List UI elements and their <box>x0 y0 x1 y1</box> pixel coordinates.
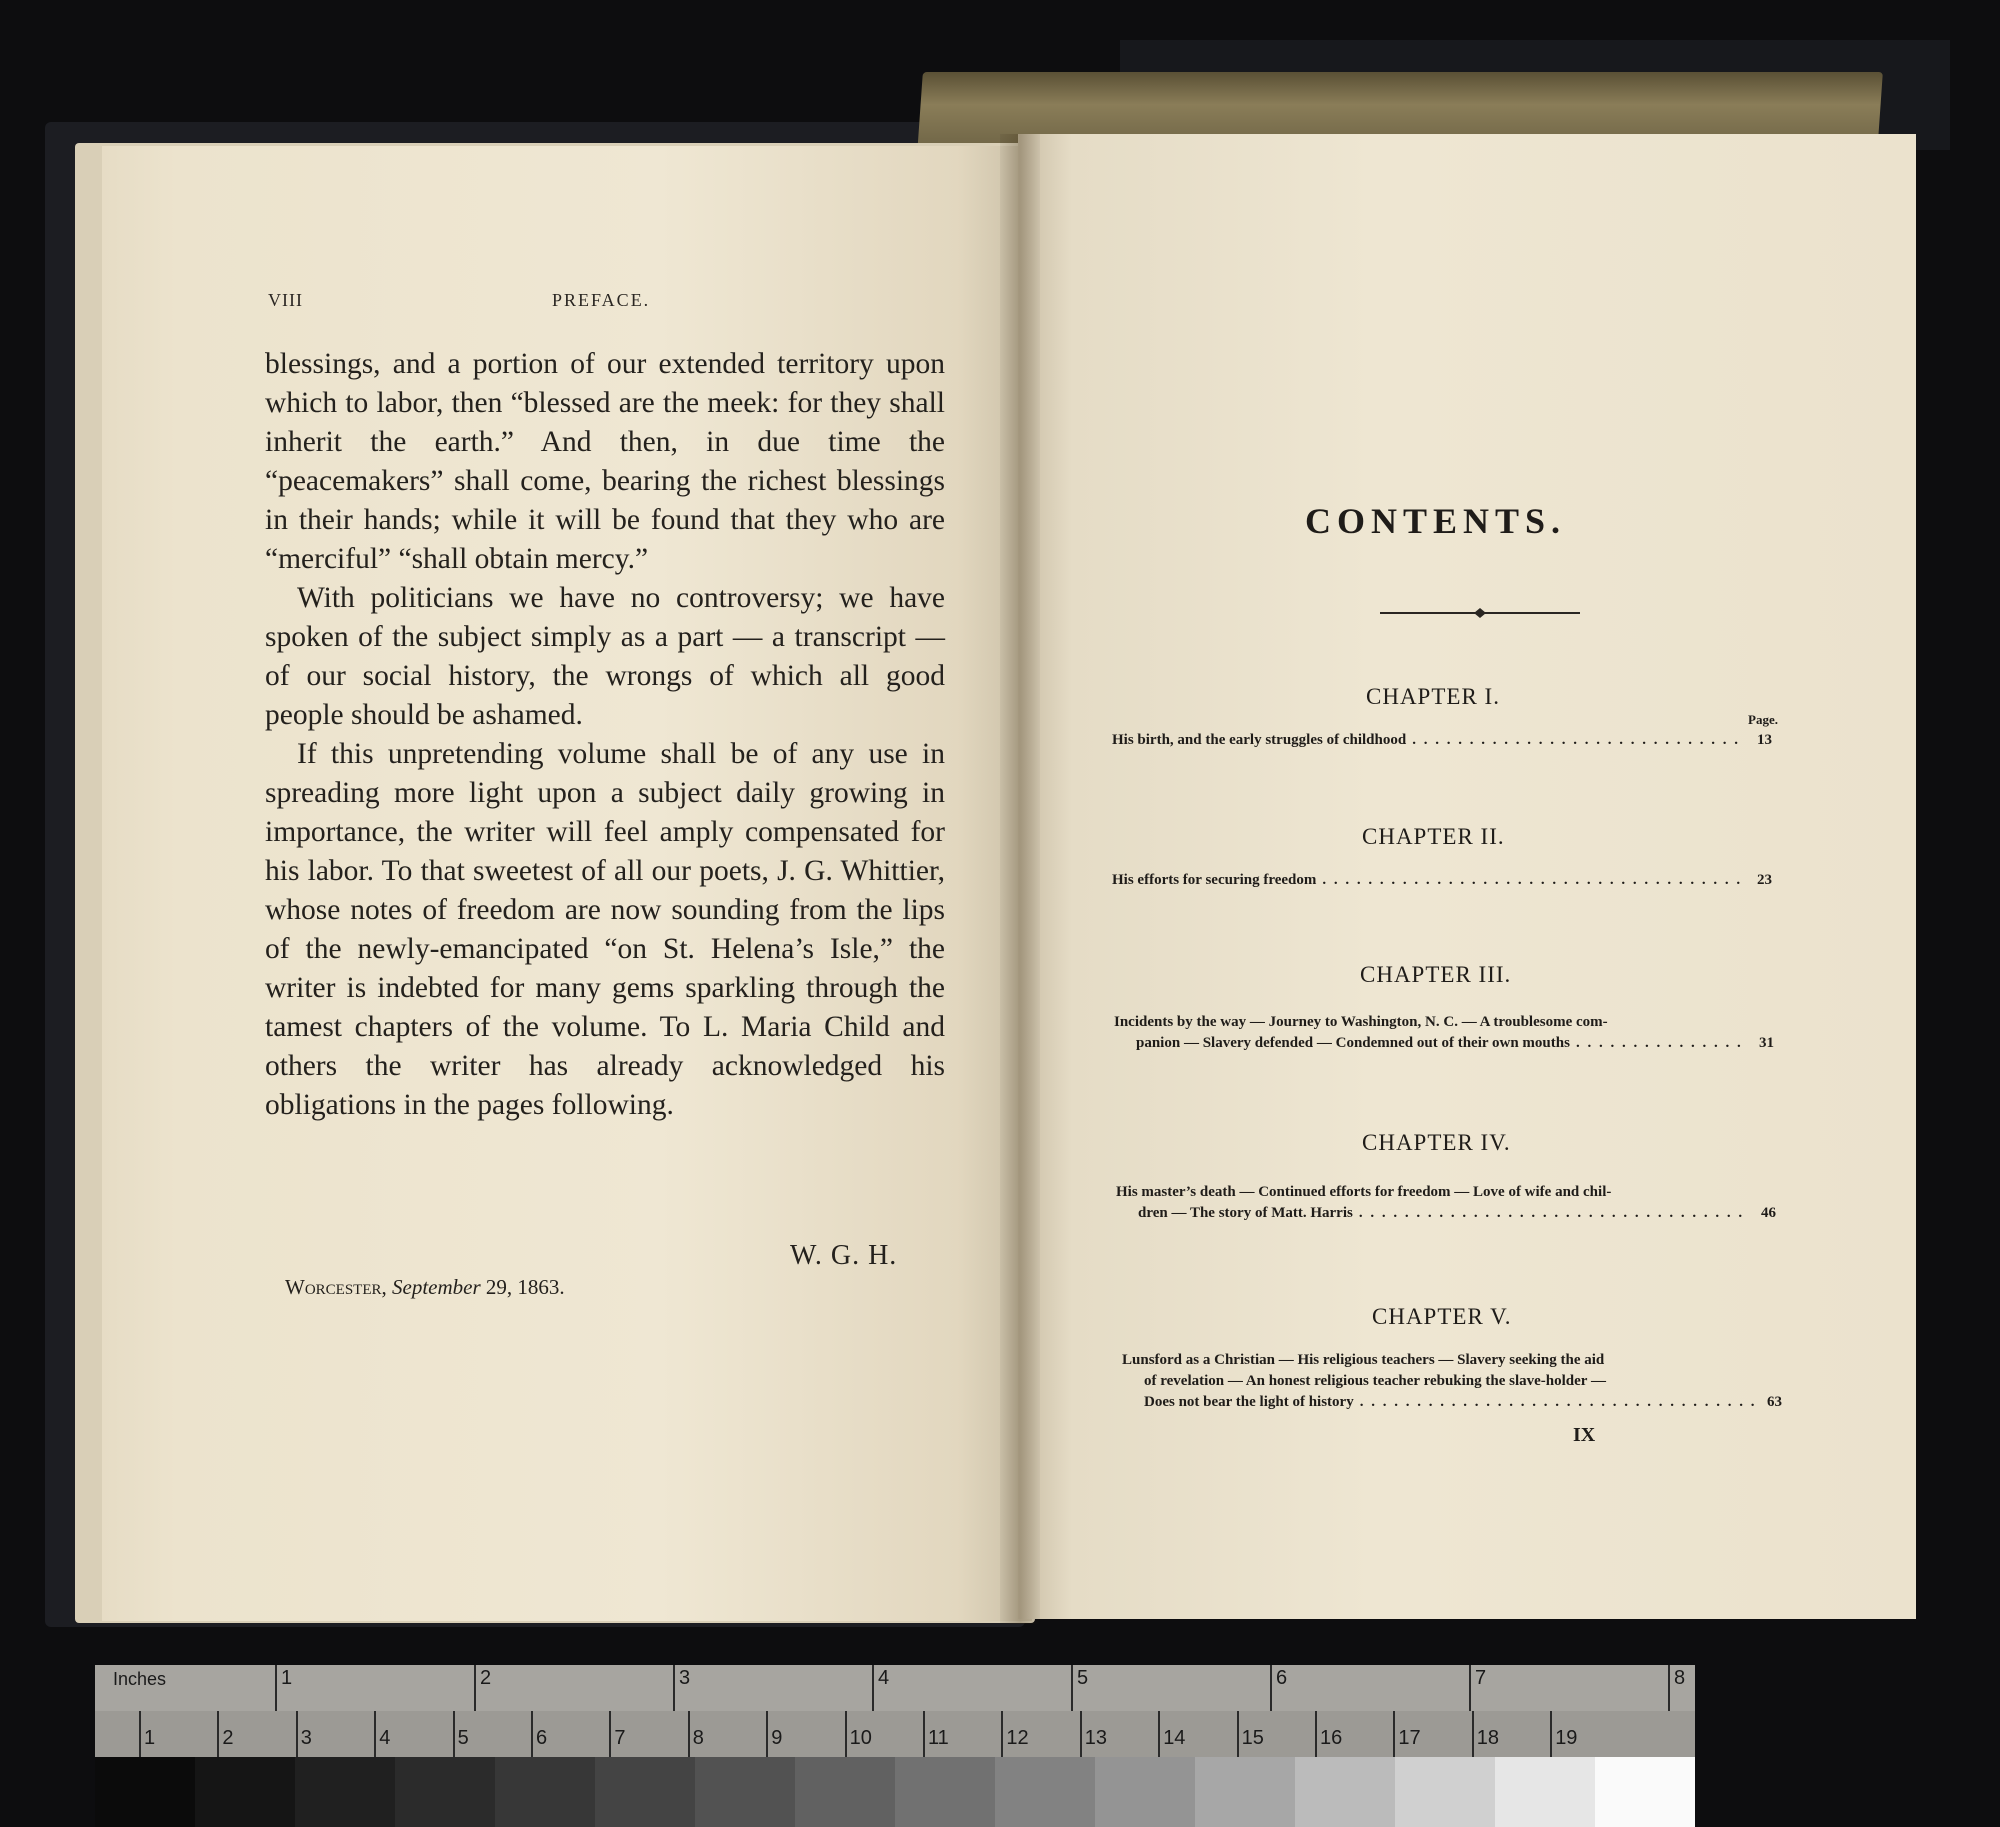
measurement-ruler <box>95 1665 1695 1757</box>
ruler-cm-tick <box>531 1711 533 1757</box>
right-folio: IX <box>1573 1424 1596 1446</box>
ruler-cm-number: 4 <box>379 1727 391 1749</box>
ruler-cm-tick <box>1315 1711 1317 1757</box>
contents-entry-text: panion — Slavery defended — Condemned out of their own mouths <box>1136 1035 1570 1051</box>
ruler-cm-number: 17 <box>1398 1727 1421 1749</box>
contents-entry-line <box>1112 730 1772 751</box>
ruler-cm-tick <box>139 1711 141 1757</box>
signature: W. G. H. <box>790 1240 898 1271</box>
gray-patch <box>795 1757 895 1827</box>
contents-page-number: 13 <box>1757 732 1772 748</box>
chapter-heading: CHAPTER I. <box>1366 684 1500 709</box>
gutter-shadow <box>1000 134 1040 1624</box>
gray-patch <box>295 1757 395 1827</box>
ruler-inch-number: 3 <box>679 1667 691 1689</box>
ruler-inch-number: 1 <box>281 1667 293 1689</box>
ruler-inch-number: 5 <box>1077 1667 1089 1689</box>
contents-entry <box>1112 870 1772 891</box>
gray-patch <box>1395 1757 1495 1827</box>
ruler-cm-number: 11 <box>928 1727 949 1749</box>
ruler-cm-number: 10 <box>849 1727 872 1749</box>
ruler-cm-tick <box>374 1711 376 1757</box>
dateline-city: Worcester, <box>285 1275 387 1299</box>
gray-patch <box>1295 1757 1395 1827</box>
contents-entry-line <box>1112 870 1772 891</box>
ruler-cm-tick <box>688 1711 690 1757</box>
ruler-cm-tick <box>1472 1711 1474 1757</box>
gray-patch <box>595 1757 695 1827</box>
ruler-cm-number: 5 <box>457 1727 469 1749</box>
contents-entry-text: His master’s death — Continued efforts for freedom — Love of wife and chil- <box>1116 1184 1612 1200</box>
ruler-cm-tick <box>453 1711 455 1757</box>
ruler-cm-number: 3 <box>300 1727 312 1749</box>
contents-entry-line <box>1122 1371 1782 1392</box>
chapter-heading: CHAPTER III. <box>1360 962 1512 987</box>
ruler-cm-number: 6 <box>536 1727 548 1749</box>
gray-patch <box>95 1757 195 1827</box>
contents-entry <box>1112 730 1772 751</box>
chapter-heading: CHAPTER II. <box>1362 824 1505 849</box>
ruler-cm-tick <box>923 1711 925 1757</box>
ornament-rule <box>1380 604 1580 622</box>
ruler-cm-number: 7 <box>614 1727 626 1749</box>
ruler-inch-tick <box>474 1665 476 1711</box>
preface-paragraph: If this unpretending volume shall be of any use in spreading more light upon a subject daily growing in importance, the writer will feel amply compensated for his labor. To that sweetest of all our poets, J. G. Whittier, whose notes of freedom are now sounding from the lips of the newly-emancipated “on St. Helena’s Isle,” the writer is indebted for many gems sparkling through the tamest chapters of the volume. To L. Maria Child and others the writer has already acknowledged his obligations in the pages following. <box>265 738 945 1121</box>
gray-patch <box>195 1757 295 1827</box>
ruler-cm-tick <box>1158 1711 1160 1757</box>
dot-leader <box>1359 1203 1750 1224</box>
contents-title: CONTENTS. <box>1305 501 1567 541</box>
dot-leader <box>1360 1392 1756 1413</box>
dot-leader <box>1412 730 1746 751</box>
contents-entry-line <box>1114 1012 1774 1033</box>
contents-page-number: 46 <box>1761 1205 1776 1221</box>
contents-entry-line <box>1116 1203 1776 1224</box>
dot-leader <box>1322 870 1746 891</box>
ruler-inch-number: 7 <box>1475 1667 1487 1689</box>
ruler-inch-tick <box>1071 1665 1073 1711</box>
contents-entry-text: His efforts for securing freedom <box>1112 872 1317 888</box>
ruler-cm-tick <box>845 1711 847 1757</box>
contents-entry <box>1122 1350 1782 1413</box>
ruler-cm-number: 12 <box>1006 1727 1029 1749</box>
ruler-cm-number: 16 <box>1320 1727 1343 1749</box>
gray-patch <box>1595 1757 1695 1827</box>
ruler-cm-tick <box>766 1711 768 1757</box>
ruler-cm-number: 13 <box>1084 1727 1108 1749</box>
ruler-cm-tick <box>1393 1711 1395 1757</box>
ruler-cm-number: 14 <box>1163 1727 1186 1749</box>
gray-patch <box>1495 1757 1595 1827</box>
ruler-cm-tick <box>1080 1711 1082 1757</box>
ruler-cm-tick <box>1001 1711 1003 1757</box>
chapter-heading: CHAPTER IV. <box>1362 1130 1511 1155</box>
contents-entry-text: of revelation — An honest religious teacher rebuking the slave-holder — <box>1144 1373 1606 1389</box>
contents-entry <box>1114 1012 1774 1054</box>
ruler-cm-number: 9 <box>771 1727 783 1749</box>
contents-entry-line <box>1116 1182 1776 1203</box>
ruler-cm-tick <box>296 1711 298 1757</box>
contents-entry-text: dren — The story of Matt. Harris <box>1138 1205 1353 1221</box>
contents-page-number: 63 <box>1767 1394 1782 1410</box>
contents-page-number: 23 <box>1757 872 1772 888</box>
ruler-cm-number: 19 <box>1555 1727 1578 1749</box>
dateline-month: September <box>392 1275 481 1299</box>
contents-entry-text: Incidents by the way — Journey to Washington, N. C. — A troublesome com- <box>1114 1014 1608 1030</box>
ruler-cm-number: 8 <box>692 1727 704 1749</box>
gray-patch <box>395 1757 495 1827</box>
ruler-inch-number: 6 <box>1276 1667 1288 1689</box>
ruler-cm-tick <box>217 1711 219 1757</box>
gray-patch <box>995 1757 1095 1827</box>
dateline <box>285 1275 565 1300</box>
ruler-unit-label: Inches <box>113 1669 167 1689</box>
contents-entry-text: His birth, and the early struggles of childhood <box>1112 732 1407 748</box>
contents-entry-text: Does not bear the light of history <box>1144 1394 1354 1410</box>
gray-patch <box>495 1757 595 1827</box>
contents-entry-line <box>1122 1350 1782 1371</box>
gray-patch <box>695 1757 795 1827</box>
ruler-cm-number: 15 <box>1241 1727 1264 1749</box>
ruler-cm-number: 2 <box>222 1727 234 1749</box>
ruler-cm-tick <box>1550 1711 1552 1757</box>
ruler-inch-number: 2 <box>480 1667 492 1689</box>
contents-entry <box>1116 1182 1776 1224</box>
contents-entry-line <box>1114 1033 1774 1054</box>
ruler-inch-tick <box>872 1665 874 1711</box>
ruler-cm-tick <box>1237 1711 1239 1757</box>
dateline-date: 29, 1863. <box>485 1275 565 1299</box>
running-head: PREFACE. <box>552 290 651 310</box>
gray-scale-strip <box>95 1757 1695 1827</box>
contents-entry-text: Lunsford as a Christian — His religious teachers — Slavery seeking the aid <box>1122 1352 1605 1368</box>
ruler-inch-number: 8 <box>1674 1667 1686 1689</box>
gray-patch <box>895 1757 995 1827</box>
contents-page-number: 31 <box>1759 1035 1774 1051</box>
preface-body <box>265 345 945 1125</box>
ruler-inch-tick <box>275 1665 277 1711</box>
preface-paragraph: With politicians we have no controversy; we have spoken of the subject simply as a part — a transcript — of our social history, the wrongs of which all good people should be ashamed. <box>265 582 945 731</box>
ruler-inch-band <box>95 1665 1695 1711</box>
contents-entry-line <box>1122 1392 1782 1413</box>
gray-patch <box>1095 1757 1195 1827</box>
dot-leader <box>1576 1033 1748 1054</box>
left-folio: VIII <box>268 290 303 310</box>
ruler-inch-tick <box>1668 1665 1670 1711</box>
ruler-inch-number: 4 <box>878 1667 890 1689</box>
gray-patch <box>1195 1757 1295 1827</box>
ruler-inch-tick <box>673 1665 675 1711</box>
preface-paragraph: blessings, and a portion of our extended territory upon which to labor, then “blessed are the meek: for they shall inherit the earth.” And then, in due time the “peacemakers” shall come, bearing the richest blessings in their hands; while it will be found that they who are “merciful” “shall obtain mercy.” <box>265 348 945 575</box>
ruler-cm-number: 1 <box>144 1727 156 1749</box>
ruler-cm-tick <box>609 1711 611 1757</box>
ruler-inch-tick <box>1270 1665 1272 1711</box>
ruler-inch-tick <box>1469 1665 1471 1711</box>
ruler-cm-number: 18 <box>1476 1727 1500 1749</box>
page-column-label: Page. <box>1748 712 1778 727</box>
chapter-heading: CHAPTER V. <box>1372 1304 1512 1329</box>
